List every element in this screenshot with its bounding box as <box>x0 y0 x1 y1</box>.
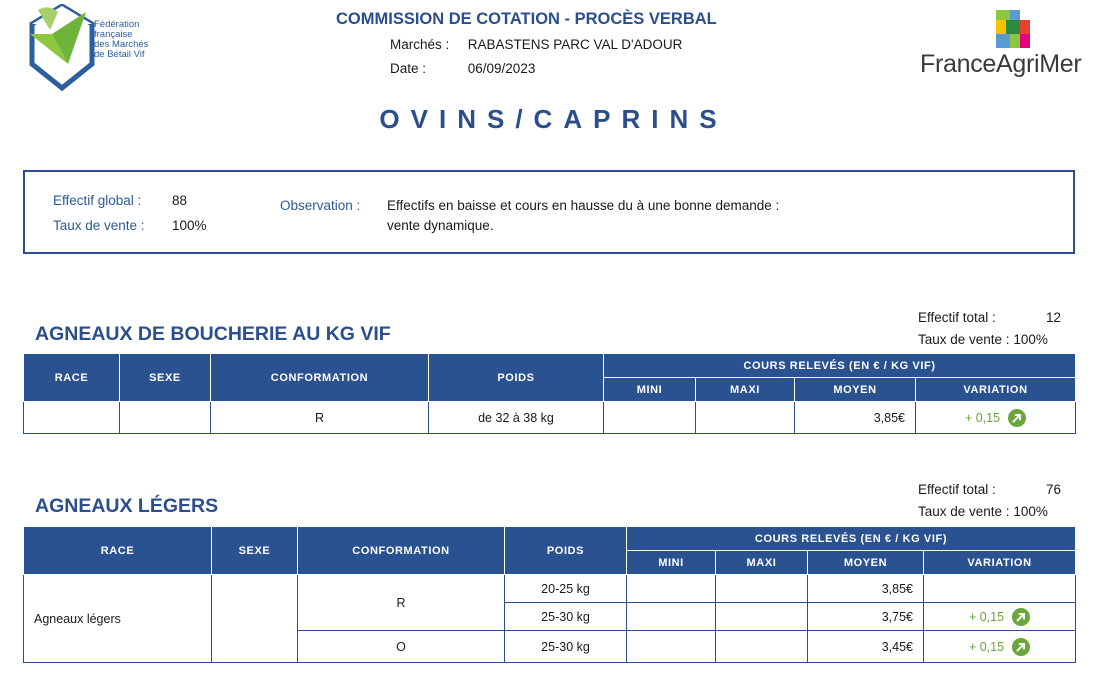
cell-mini <box>627 575 716 603</box>
col-conformation: CONFORMATION <box>211 354 429 402</box>
marches-value: RABASTENS PARC VAL D'ADOUR <box>467 37 683 52</box>
col-poids: POIDS <box>505 527 627 575</box>
cell-variation <box>924 603 1076 631</box>
up-right-arrow-icon <box>1012 638 1030 656</box>
franceagrimer-logo <box>920 6 1080 76</box>
table-row <box>24 402 1076 434</box>
block2-title: AGNEAUX LÉGERS <box>35 495 219 517</box>
up-right-arrow-icon <box>1012 608 1030 626</box>
logo-line: Fédération <box>94 19 140 30</box>
cell-variation <box>924 575 1076 603</box>
federation-logo-mark <box>28 4 96 92</box>
effectif-global-label: Effectif global : <box>53 193 142 208</box>
taux-vente-value: 100% <box>172 218 207 233</box>
date-label: Date : <box>390 61 427 76</box>
col-cours: COURS RELEVÉS (EN € / KG VIF) <box>627 527 1076 551</box>
cell-moyen: 3,45€ <box>808 631 924 663</box>
logo-line: française <box>94 29 133 40</box>
section-title: OVINS/CAPRINS <box>379 104 728 134</box>
block2-effectif-label: Effectif total : <box>918 482 996 497</box>
block2-taux-label: Taux de vente : <box>918 504 1010 519</box>
col-cours: COURS RELEVÉS (EN € / KG VIF) <box>604 354 1076 378</box>
taux-vente-label: Taux de vente : <box>53 218 145 233</box>
logo-line: de Bétail Vif <box>94 49 145 60</box>
col-sexe: SEXE <box>120 354 211 402</box>
document-title: COMMISSION DE COTATION - PROCÈS VERBAL <box>336 10 717 28</box>
block1-taux-label: Taux de vente : <box>918 332 1010 347</box>
cell-conformation: O <box>298 631 505 663</box>
cell-poids: 25-30 kg <box>505 631 627 663</box>
cell-variation <box>924 631 1076 663</box>
cell-mini <box>604 402 696 434</box>
cell-mini <box>627 631 716 663</box>
cell-poids: 20-25 kg <box>505 575 627 603</box>
col-mini: MINI <box>627 551 716 575</box>
effectif-global-value: 88 <box>172 193 188 208</box>
marches-label: Marchés : <box>390 37 450 52</box>
block1-effectif-label: Effectif total : <box>918 310 996 325</box>
marches-row <box>390 37 682 52</box>
col-maxi: MAXI <box>716 551 808 575</box>
federation-logo-text <box>94 20 148 60</box>
block1-effectif-value: 12 <box>1045 310 1061 325</box>
cell-maxi <box>716 575 808 603</box>
cell-moyen: 3,75€ <box>808 603 924 631</box>
variation-value: + 0,15 <box>964 410 1001 425</box>
block1-table <box>23 353 1076 434</box>
col-variation: VARIATION <box>924 551 1076 575</box>
observation-line-2: vente dynamique. <box>387 218 494 233</box>
cell-race: Agneaux légers <box>24 575 212 663</box>
date-value: 06/09/2023 <box>467 61 536 76</box>
up-right-arrow-icon <box>1008 409 1026 427</box>
date-row <box>390 61 535 76</box>
logo-line: des Marchés <box>94 39 149 50</box>
col-moyen: MOYEN <box>808 551 924 575</box>
observation-line-1: Effectifs en baisse et cours en hausse du à une bonne demande : <box>387 198 780 213</box>
cell-sexe <box>120 402 211 434</box>
cell-sexe <box>212 575 298 663</box>
block1-effectif-row <box>918 310 1061 325</box>
col-race: RACE <box>24 527 212 575</box>
block2-taux-row <box>918 504 1048 519</box>
cell-variation <box>916 402 1076 434</box>
col-sexe: SEXE <box>212 527 298 575</box>
cell-poids: 25-30 kg <box>505 603 627 631</box>
federation-logo <box>28 4 178 92</box>
table-row <box>24 575 1076 603</box>
col-variation: VARIATION <box>916 378 1076 402</box>
block1-taux-row <box>918 332 1048 347</box>
cell-poids: de 32 à 38 kg <box>429 402 604 434</box>
summary-box <box>23 170 1075 254</box>
cell-maxi <box>716 603 808 631</box>
block1-taux-value: 100% <box>1013 332 1048 347</box>
cell-moyen: 3,85€ <box>795 402 916 434</box>
block2-taux-value: 100% <box>1013 504 1048 519</box>
col-conformation: CONFORMATION <box>298 527 505 575</box>
col-race: RACE <box>24 354 120 402</box>
franceagrimer-logo-mark <box>990 8 1034 52</box>
block2-table <box>23 526 1076 663</box>
cell-conformation: R <box>298 575 505 631</box>
col-moyen: MOYEN <box>795 378 916 402</box>
variation-value: + 0,15 <box>968 639 1005 654</box>
cell-maxi <box>716 631 808 663</box>
block2-effectif-row <box>918 482 1061 497</box>
col-maxi: MAXI <box>696 378 795 402</box>
cell-maxi <box>696 402 795 434</box>
col-mini: MINI <box>604 378 696 402</box>
block2-effectif-value: 76 <box>1045 482 1061 497</box>
observation-label: Observation : <box>280 198 361 213</box>
cell-moyen: 3,85€ <box>808 575 924 603</box>
cell-mini <box>627 603 716 631</box>
variation-value: + 0,15 <box>968 609 1005 624</box>
franceagrimer-wordmark: FranceAgriMer <box>920 50 1082 78</box>
cell-race <box>24 402 120 434</box>
block1-title: AGNEAUX DE BOUCHERIE AU KG VIF <box>35 323 391 345</box>
col-poids: POIDS <box>429 354 604 402</box>
cell-conformation: R <box>211 402 429 434</box>
